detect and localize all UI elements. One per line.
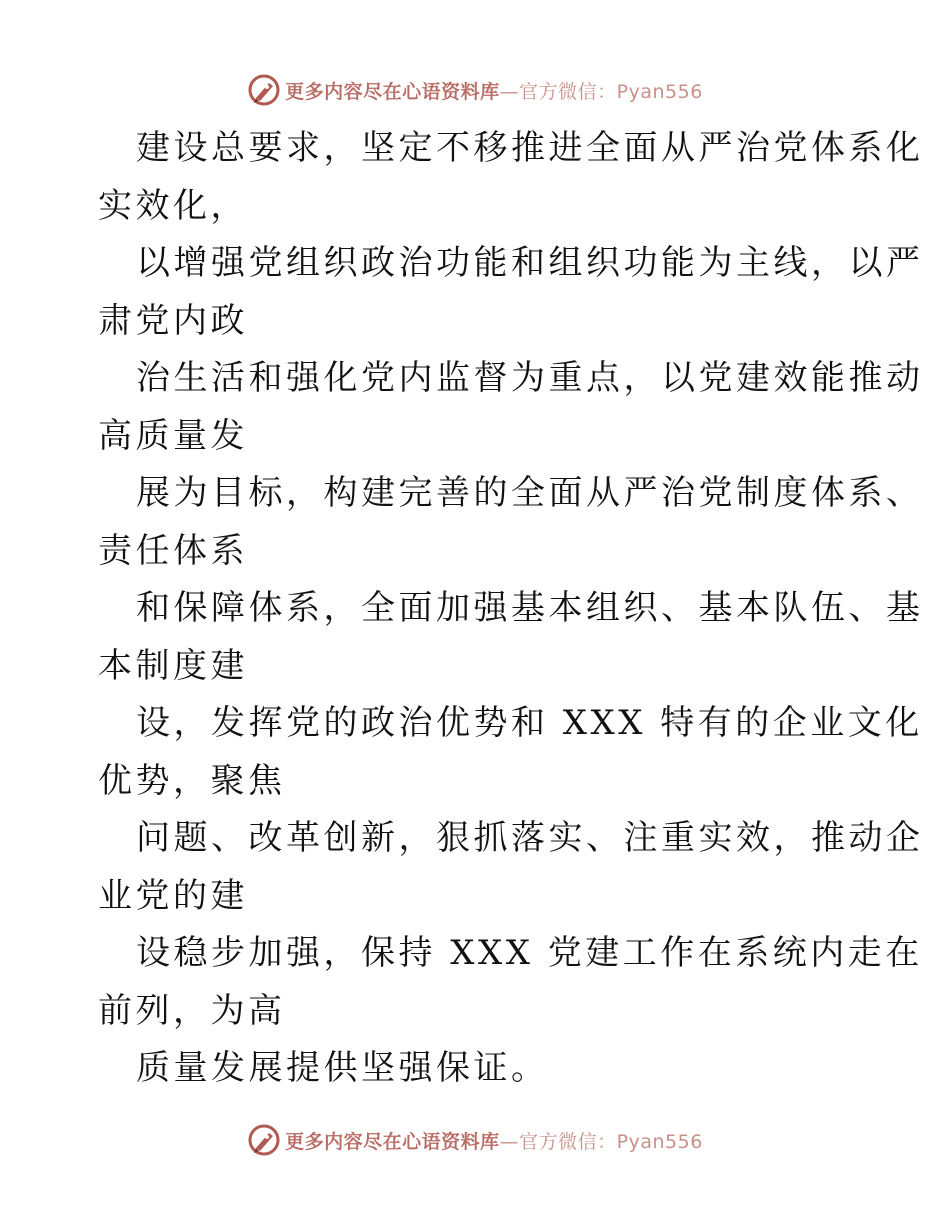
- banner-dash: —: [499, 1130, 520, 1153]
- text-line: 和保障体系，全面加强基本组织、基本队伍、基: [136, 588, 924, 628]
- text-line: 肃党内政: [98, 300, 248, 341]
- text-line: 优势，聚焦: [98, 760, 286, 801]
- text-line: 建设总要求，坚定不移推进全面从严治党体系化: [136, 128, 924, 168]
- pen-logo-icon: [247, 1123, 281, 1157]
- banner-primary-text: 更多内容尽在心语资料库: [285, 80, 500, 103]
- banner-secondary-text: 官方微信：Pyan556: [519, 1130, 703, 1153]
- text-line: 实效化，: [98, 185, 248, 226]
- text-line: 治生活和强化党内监督为重点，以党建效能推动: [136, 358, 924, 398]
- banner-text: [285, 1127, 703, 1154]
- banner-primary-text: 更多内容尽在心语资料库: [285, 1130, 500, 1153]
- text-line: 以增强党组织政治功能和组织功能为主线，以严: [136, 243, 924, 283]
- header-banner: [0, 70, 950, 110]
- pen-logo-icon: [247, 73, 281, 107]
- text-line: 设，发挥党的政治优势和 XXX 特有的企业文化: [136, 703, 923, 743]
- footer-banner: [0, 1120, 950, 1160]
- text-line: 业党的建: [98, 875, 248, 916]
- text-line: 高质量发: [98, 415, 248, 456]
- text-line: 展为目标，构建完善的全面从严治党制度体系、: [136, 473, 924, 513]
- text-line: 前列，为高: [98, 990, 286, 1031]
- text-line: 问题、改革创新，狠抓落实、注重实效，推动企: [136, 818, 924, 858]
- text-line: 本制度建: [98, 645, 248, 686]
- text-line: 质量发展提供坚强保证。: [136, 1048, 549, 1088]
- banner-dash: —: [499, 80, 520, 103]
- text-line: 设稳步加强，保持 XXX 党建工作在系统内走在: [136, 933, 923, 973]
- banner-secondary-text: 官方微信：Pyan556: [519, 80, 703, 103]
- banner-text: [285, 77, 703, 104]
- body-text: [98, 120, 924, 1098]
- text-line: 责任体系: [98, 530, 248, 571]
